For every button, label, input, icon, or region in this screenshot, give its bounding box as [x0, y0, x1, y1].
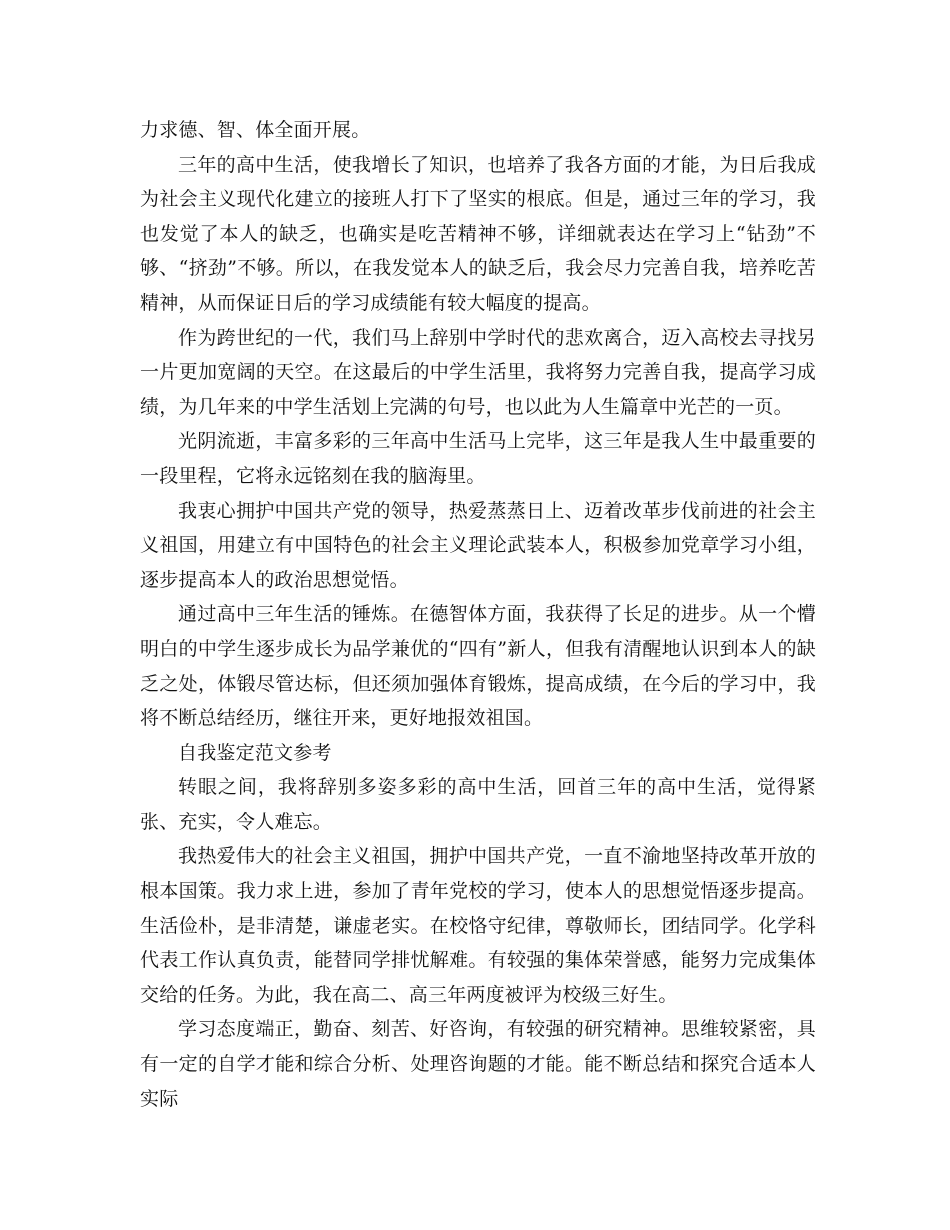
paragraph: 通过高中三年生活的锤炼。在德智体方面，我获得了长足的进步。从一个懵明白的中学生逐步成长为品学兼优的“四有”新人，但我有清醒地认识到本人的缺乏之处，体锻尽管达标，但还须加强体育锻炼，提高成绩，在今后的学习中，我将不断总结经历，继往开来，更好地报效祖国。 [140, 603, 816, 730]
paragraph: 三年的高中生活，使我增长了知识，也培养了我各方面的才能，为日后我成为社会主义现代化建立的接班人打下了坚实的根底。但是，通过三年的学习，我也发觉了本人的缺乏，也确实是吃苦精神不够，详细就表达在学习上“钻劲”不够、“挤劲”不够。所以，在我发觉本人的缺乏后，我会尽力完善自我，培养吃苦精神，从而保证日后的学习成绩能有较大幅度的提高。 [140, 153, 816, 314]
paragraph: 转眼之间，我将辞别多姿多彩的高中生活，回首三年的高中生活，觉得紧张、充实，令人难忘。 [140, 776, 816, 833]
paragraph-continuation: 力求德、智、体全面开展。 [140, 119, 371, 141]
paragraph: 学习态度端正，勤奋、刻苦、好咨询，有较强的研究精神。思维较紧密，具有一定的自学才能和综合分析、处理咨询题的才能。能不断总结和探究合适本人实际 [140, 1018, 816, 1110]
paragraph: 我热爱伟大的社会主义祖国，拥护中国共产党，一直不渝地坚持改革开放的根本国策。我力求上进，参加了青年党校的学习，使本人的思想觉悟逐步提高。生活俭朴，是非清楚，谦虚老实。在校恪守纪律，尊敬师长，团结同学。化学科代表工作认真负责，能替同学排忧解难。有较强的集体荣誉感，能努力完成集体交给的任务。为此，我在高二、高三年两度被评为校级三好生。 [140, 845, 816, 1006]
section-heading: 自我鉴定范文参考 [178, 741, 332, 764]
document-body [140, 113, 816, 1116]
paragraph: 作为跨世纪的一代，我们马上辞别中学时代的悲欢离合，迈入高校去寻找另一片更加宽阔的天空。在这最后的中学生活里，我将努力完善自我，提高学习成绩，为几年来的中学生活划上完满的句号，也以此为人生篇章中光芒的一页。 [140, 326, 816, 418]
paragraph: 我衷心拥护中国共产党的领导，热爱蒸蒸日上、迈着改革步伐前进的社会主义祖国，用建立有中国特色的社会主义理论武装本人，积极参加党章学习小组，逐步提高本人的政治思想觉悟。 [140, 499, 816, 591]
paragraph: 光阴流逝，丰富多彩的三年高中生活马上完毕，这三年是我人生中最重要的一段里程，它将永远铭刻在我的脑海里。 [140, 430, 816, 487]
